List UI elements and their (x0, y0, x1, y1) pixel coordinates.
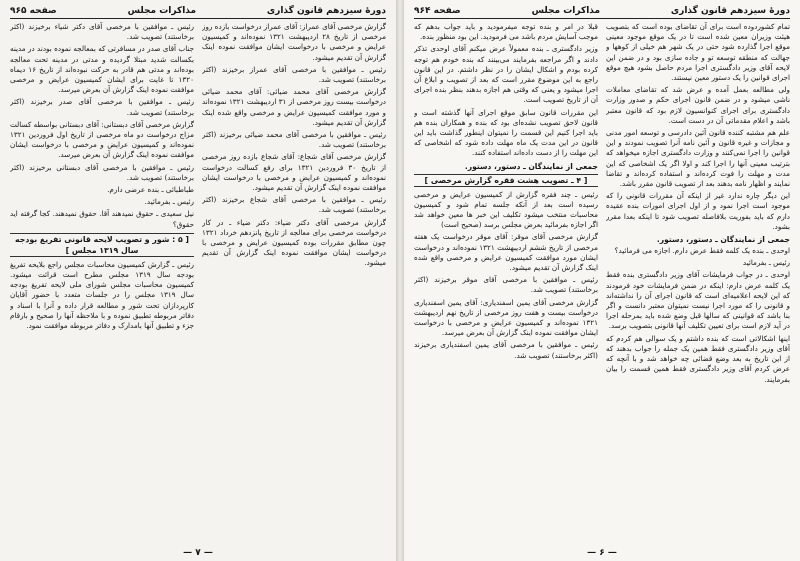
paragraph: رئیس ـ چند فقره گزارش از کمیسیون عرایض و مرخصی رسیده است بعد از آنکه جلسه تمام شود و کمیسیون محاسبات منتخب میشود تکلیف این خبر ها معین خواهد شد اگر اجازه بفرمائید بعرض مجلس برسد (صحیح است) (414, 189, 598, 230)
page-label: صفحه ۹۶۴ (414, 6, 461, 16)
section-heading: [ ۵ : شور و تصویب لایحه قانونی تفریغ بودجه سال ۱۳۱۹ مجلس ] (10, 233, 194, 257)
paragraph: گزارش مرخصی آقای شجاع: آقای شجاع بازده روز مرخصی از تاریخ ۳۰ فروردین ۱۳۲۱ برای رفع کسالت درخواست نموده‌اند و کمیسیون عرایض و مرخصی با درخواست ایشان موافقت نموده اینک گزارش آن تقدیم میشود. (202, 152, 386, 193)
paragraph: رئیس ـ موافقین با مرخصی آقای صدر برخیزند (اکثر برخاستند) تصویب شد. (10, 97, 194, 117)
paragraph: ولی مطالعه بعمل آمده و عرض شد که تقاضای معاملات ناشی میشود و در ضمن قانون اجرای حکم و صدور وزارت دادگستری برای اجرای کنوانسیون لازم بود که قانون معتبر باشد و اعلام مقدماتی آن در دست است. (606, 85, 790, 125)
paragraph: رئیس ـ موافقین با مرخصی آقای یمین اسفندیاری برخیزند (اکثر برخاستند) تصویب شد. (414, 340, 598, 360)
paragraph: رئیس ـ بفرمائید. (144, 197, 194, 207)
paragraph: رئیس ـ گزارش کمیسیون محاسبات مجلس راجع بلایحه تفریغ بودجه سال ۱۳۱۹ مجلس مطرح است قرائت میشود. کمیسیون محاسبات مجلس شورای ملی لایحه تفریغ بودجه سال ۱۳۱۹ مجلس را در جلسات متعدد با حضور آقایان کارپردازان تحت شور و مطالعه قرار داده و آنرا با اسناد و دفاتر مربوطه تطبیق نموده و با ملاحظه آنها را صحیح و بارقام جزء و تطبیق آنها بامدارک و دفاتر مربوطه موافقت نمود. (10, 259, 194, 331)
paragraph: اینها اشکالاتی است که بنده داشتم و یک سوالی هم کردم که آقای وزیر دادگستری فقط همین یک جمله را جواب بدهند که از این تاریخ به بعد وضع قضائی چه خواهد شد و با آنچه که عرض کردم آقای وزیر دادگستری فقط همین قسمت را بیان بفرمایند. (606, 333, 790, 384)
paragraph: گزارش مرخصی آقای دبستانی: آقای دبستانی بواسطه کسالت مزاج درخواست دو ماه مرخصی از تاریخ اول فروردین ۱۳۲۱ نموده‌اند و کمیسیون عرایض و مرخصی با درخواست ایشان موافقت نموده اینک گزارش آن بعرض میرسد. (10, 119, 194, 160)
paragraph: طباطبائی ـ بنده عرضی دارم. (107, 185, 194, 195)
section-title: مذاکرات مجلس (127, 6, 197, 16)
paragraph: جناب آقای صدر در مسافرتی که بمعالجه نموده بودند در مدینه بکسالت شدید مبتلا گردیده و مدتی در مدینه تحت معالجه بوده‌اند و مدتی هم قادر به حرکت نبوده‌اند از تاریخ ۱۶ دیماه ۱۳۲۰ تا غایت برای ایشان کمیسیون عرایض و مرخصی موافقت نموده اینک گزارش آن بعرض میرسد. (10, 44, 194, 95)
paragraph: این مقررات قانون سابق موقع اجرای آنها گذشته است و قانون لاحق تصویب نشده‌ای بود که بنده و همکاران بنده هم باید اجرا کنیم این قسمت را نمیتوان اینطور گذاشت باید این قانون در این مدت یک ماه مهلت داده شود که اشخاصی که این مهلت را از دست داده‌اند استفاده کنند. (414, 107, 598, 158)
paragraph: رئیس ـ موافقین با مرخصی آقای عمراز برخیزند (اکثر برخاستند) تصویب شد. (202, 64, 386, 85)
paragraph: اوحدی ـ بنده یک کلمه فقط عرض دارم. اجازه می فرمائید؟ (614, 246, 790, 256)
paragraph: رئیس ـ موافقین با مرخصی آقای موقر برخیزند (اکثر برخاستند) تصویب شد. (414, 275, 598, 295)
text-columns (414, 22, 790, 542)
paragraph: گزارش مرخصی آقای دکتر ضیاء: دکتر ضیاء ـ در کار درخواست مرخصی برای معالجه از تاریخ پانزدهم خرداد ۱۳۲۱ چون مطابق مقررات بوده کمیسیون عرایض و مرخصی با درخواست ایشان موافقت نموده اینک گزارش آن تقدیم میشود. (202, 217, 386, 268)
interjection: جمعی از نمایندگان ـ دستور، دستور. (656, 235, 790, 245)
paragraph: اوحدی ـ در جواب فرمایشات آقای وزیر دادگستری بنده فقط یک کلمه عرض دارم: اینکه در ضمن فرمایشات خود فرمودند که این لایحه اعلامیه‌ای است که قانون اجرای آن را نداشته‌اند و قانونی را که مورد اجرا نیست نمیتوان معتبر دانست و اگر بنا باشد که قوانینی که سالها قبل وضع شده باید بمرحله اجرا در آید لازم است برای تعیین تکلیف آنها قانونی بتصویب برسد. (606, 270, 790, 331)
page-number: — ۶ — (587, 548, 617, 558)
text-columns (10, 22, 386, 542)
paragraph: تمام کشوردوده است برای آن تقاضای بوده است که بتصویب هیئت وزیران معین شده است تا در یک موقع موجود معینی موقع اجرا گذارده شود حتی در یک شهر هم خیلی از کوهها و جهالت که منطقه توسعه تو و جاده سازی بود و در ضمن این لایحه آقای وزیر دادگستری اجرا مردم حاصل بشود هیچ موقع اجرای قوانین را یک دستور معین نیستند. (606, 22, 790, 83)
paragraph: رئیس ـ موافقین با مرخصی آقای محمد ضیائی برخیزند (اکثر برخاستند) تصویب شد. (202, 130, 386, 150)
paragraph: گزارش مرخصی آقای محمد ضیائی: آقای محمد ضیائی درخواست بیست روز مرخصی از ۳۱ اردیبهشت ۱۳۲۱ نموده‌اند و مورد موافقت کمیسیون عرایض و مرخصی واقع شده اینک گزارش آن تقدیم میشود. (202, 87, 386, 127)
paragraph: رئیس ـ بفرمائید (742, 258, 790, 268)
paragraph: نیل سعیدی ـ حقوق نمیدهند آقا. حقوق نمیدهند. کجا گرفته اید حقوق؟ (10, 209, 194, 229)
column-right (202, 22, 386, 542)
paragraph: رئیس ـ موافقین با مرخصی آقای دکتر شیاء برخیزند (اکثر برخاستند) تصویب شد. (10, 22, 194, 42)
paragraph: قبلا در امر و بنده توجه میفرمودید و باید جواب بدهم که موجب آسایش مردم باشد می فرمودید. این بود منظور بنده. (414, 22, 598, 42)
paragraph: رئیس ـ موافقین با مرخصی آقای دبستانی برخیزند (اکثر برخاستند) تصویب شد. (10, 162, 194, 182)
paragraph: وزیر دادگستری ـ بنده معمولاً عرض میکنم آقای اوحدی تذکر دادند و اگر مراجعه بفرمایند می‌بینند که بنده خودم هم توجه کرده بودم و اشکال ایشان را در نظر داشتم. در این قانون راجع به این موضوع مقرر است که بعد از تصویب و ابلاغ آن اجرا میشود و یعنی که وقتی هم اجازه بدهند بنظر بنده اجرای آن از تاریخ تصویب است. (414, 44, 598, 105)
column-left (10, 22, 194, 542)
page-number: — ۷ — (183, 548, 213, 558)
section-title: مذاکرات مجلس (531, 6, 601, 16)
paragraph: گزارش مرخصی آقای عمراز: آقای عمراز درخواست بازده روز مرخصی از تاریخ ۲۸ اردیبهشت ۱۳۲۱ نموده‌اند و کمیسیون عرایض و مرخصی با درخواست ایشان موافقت نموده اینک گزارش آن تقدیم میشود. (202, 22, 386, 62)
running-head (10, 6, 386, 19)
paragraph: رئیس ـ موافقین با مرخصی آقای شجاع برخیزند (اکثر برخاستند) تصویب شد. (202, 195, 386, 215)
book-gutter (396, 0, 404, 561)
series-title: دورهٔ سیزدهم قانون گذاری (266, 6, 386, 16)
column-right (606, 22, 790, 542)
paragraph: علم هم مشتبه کننده قانون آئین دادرسی و توسعه امور مدنی و مجازات و غیره قانون و آئین نامه آنرا تصویب نمودند و این قوانین را اجرا نمی‌کنند و وزارت دادگستری اجازه میخواهد که بترتیب معینی آنها را اجرا کند و اولا اگر یک اشخاصی که این مدت و مهلت را فوت کرده‌اند و استفاده کرده‌اند و تقاضا نمایند و اظهار نامه بدهند بعد از تصویب قانون مقرر باشد. (606, 128, 790, 189)
page-965 (0, 0, 396, 561)
running-head (414, 6, 790, 19)
section-heading: [ ۴ ـ تصویب هشت فقره گزارش مرخصی ] (414, 174, 598, 187)
page-label: صفحه ۹۶۵ (10, 6, 57, 16)
interjection: جمعی از نمایندگان ـ دستور، دستور. (464, 161, 598, 171)
paragraph: گزارش مرخصی آقای یمین اسفندیاری: آقای یمین اسفندیاری درخواست بیست و هفت روز مرخصی از تاریخ نهم اردیبهشت ۱۳۲۱ نموده‌اند و کمیسیون عرایض و مرخصی با درخواست ایشان موافقت نموده اینک گزارش آن بعرض میرسد. (414, 297, 598, 338)
series-title: دورهٔ سیزدهم قانون گذاری (670, 6, 790, 16)
paragraph: گزارش مرخصی آقای موقر: آقای موقر درخواست یک هفته مرخصی از تاریخ ششم اردیبهشت ۱۳۲۱ نموده‌اند و درخواست ایشان مورد موافقت کمیسیون عرایض و مرخصی واقع شده اینک گزارش آن تقدیم میشود. (414, 232, 598, 273)
paragraph: این دیگر چاره ندارد غیر از اینکه آن مقررات قانونی را که موجود است اجرا نمود و از اول اجرای امورات بنده عقیده دارم که باید بفوریت بلافاصله تصویب شود تا اینکه بعدا مقرر بشود. (606, 191, 790, 231)
column-left (414, 22, 598, 542)
page-964 (404, 0, 800, 561)
